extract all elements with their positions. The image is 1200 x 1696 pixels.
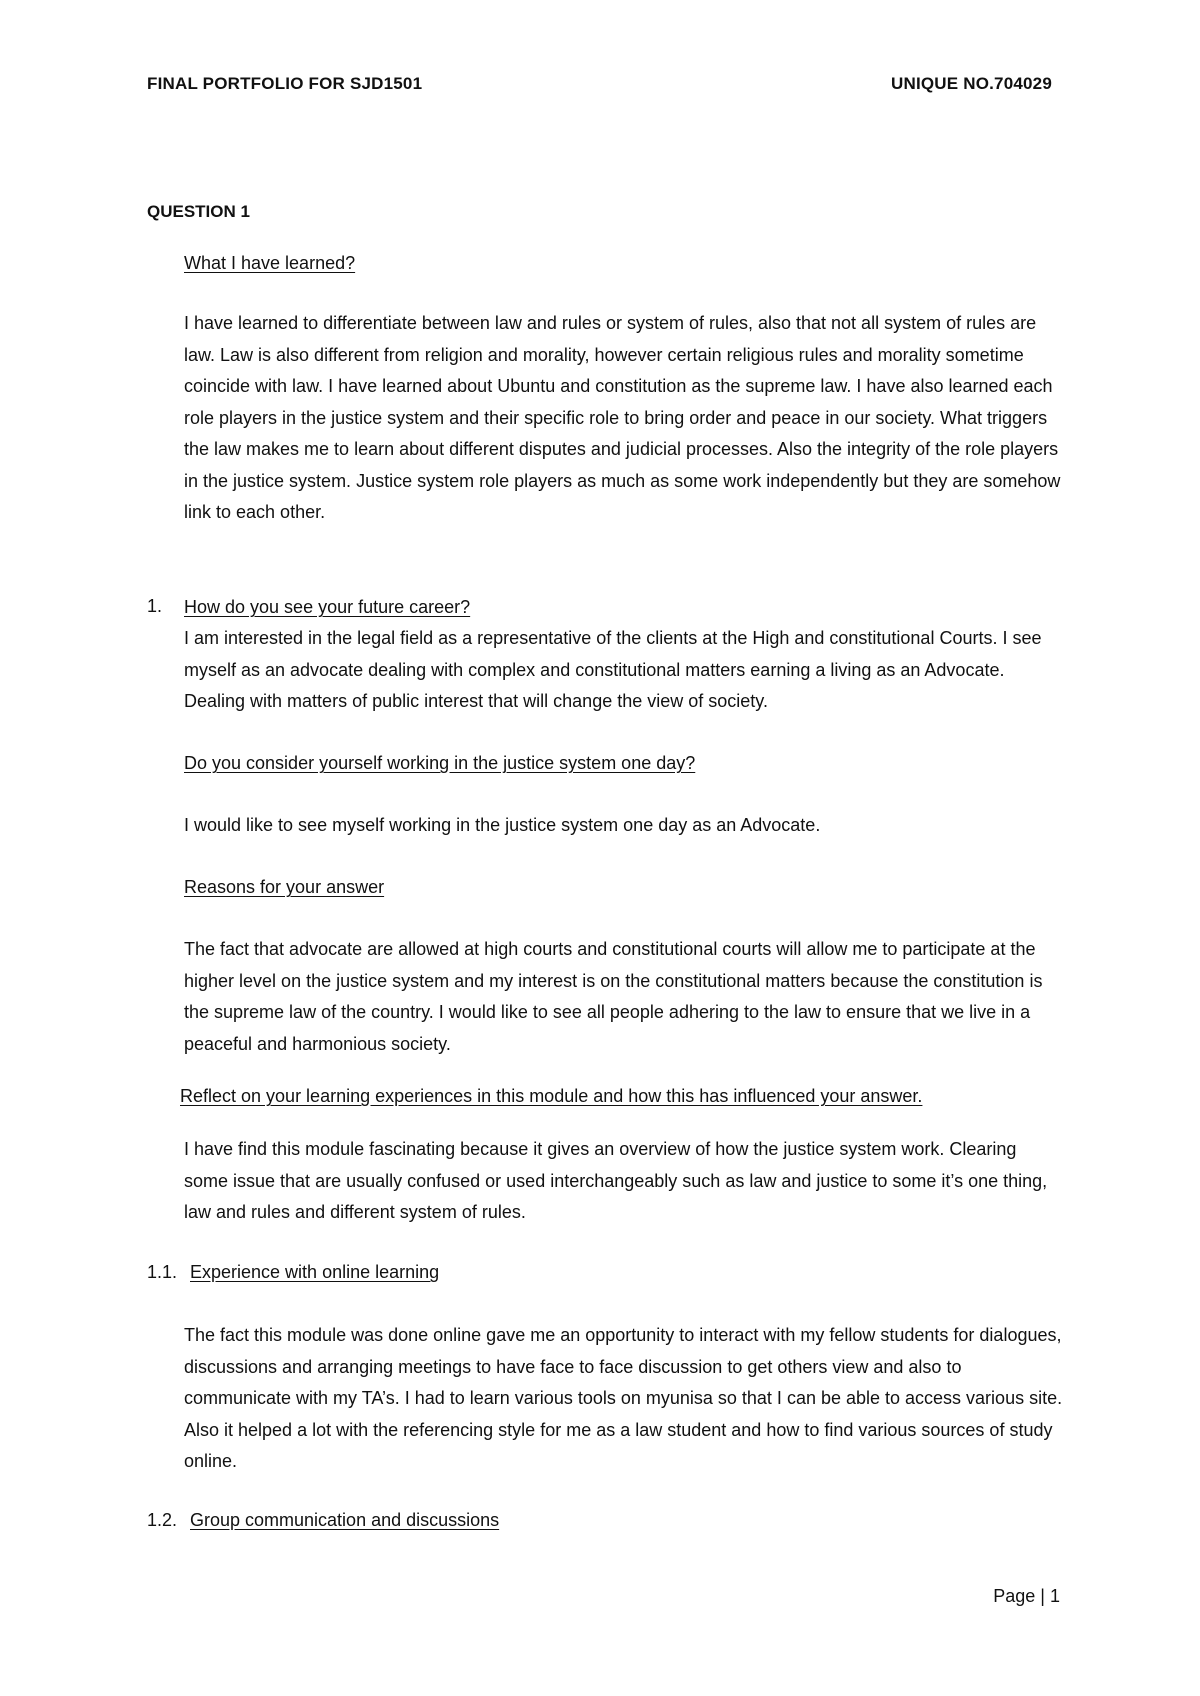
learned-body: I have learned to differentiate between law and rules or system of rules, also that not all system of rules are law. Law is also different from religion and morality, however certain religious rules and morality sometime coincide with law. I have learned about Ubuntu and constitution as the supreme law. I have also learned each role players in the justice system and their specific role to bring order and peace in our society. What triggers the law makes me to learn about different disputes and judicial processes. Also the integrity of the role players in the justice system. Justice system role players as much as some work independently but they are somehow link to each other. [184,313,1061,522]
question-title: QUESTION 1 [147,202,250,221]
section-1-body: I am interested in the legal field as a representative of the clients at the High and constitutional Courts. I see myself as an advocate dealing with complex and constitutional matters earning a living as an Advocate. Dealing with matters of public interest that will change the view of society. [184,628,1042,711]
header-unique-number: UNIQUE NO.704029 [891,74,1052,93]
reasons-heading: Reasons for your answer [184,877,385,897]
justice-system-answer: I would like to see myself working in the justice system one day as an Advocate. [184,815,821,835]
section-1-1-body: The fact this module was done online gave me an opportunity to interact with my fellow students for dialogues, discussions and arranging meetings to have face to face discussion to get others view and also to communicate with my TA’s. I had to learn various tools on myunisa so that I can be able to access various site. Also it helped a lot with the referencing style for me as a law student and how to find various sources of study online. [184,1325,1063,1471]
section-1-number: 1. [147,596,163,616]
section-1-1-number: 1.1. [147,1262,178,1282]
header-title: FINAL PORTFOLIO FOR SJD1501 [147,74,423,93]
section-1-2-number: 1.2. [147,1510,178,1530]
section-1-heading: How do you see your future career? [184,597,471,617]
justice-system-question: Do you consider yourself working in the justice system one day? [184,753,696,773]
section-1-2-heading: Group communication and discussions [190,1510,500,1530]
section-1-1-heading: Experience with online learning [190,1262,440,1282]
learned-heading: What I have learned? [184,253,356,273]
reflect-heading: Reflect on your learning experiences in this module and how this has influenced your answer. [180,1086,923,1106]
reasons-body: The fact that advocate are allowed at high courts and constitutional courts will allow me to participate at the higher level on the justice system and my interest is on the constitutional matters because the constitution is the supreme law of the country. I would like to see all people adhering to the law to ensure that we live in a peaceful and harmonious society. [184,939,1043,1054]
reflect-body: I have find this module fascinating because it gives an overview of how the justice system work. Clearing some issue that are usually confused or used interchangeably such as law and justice to some it’s one thing, law and rules and different system of rules. [184,1139,1048,1222]
page-number: Page | 1 [993,1586,1060,1606]
